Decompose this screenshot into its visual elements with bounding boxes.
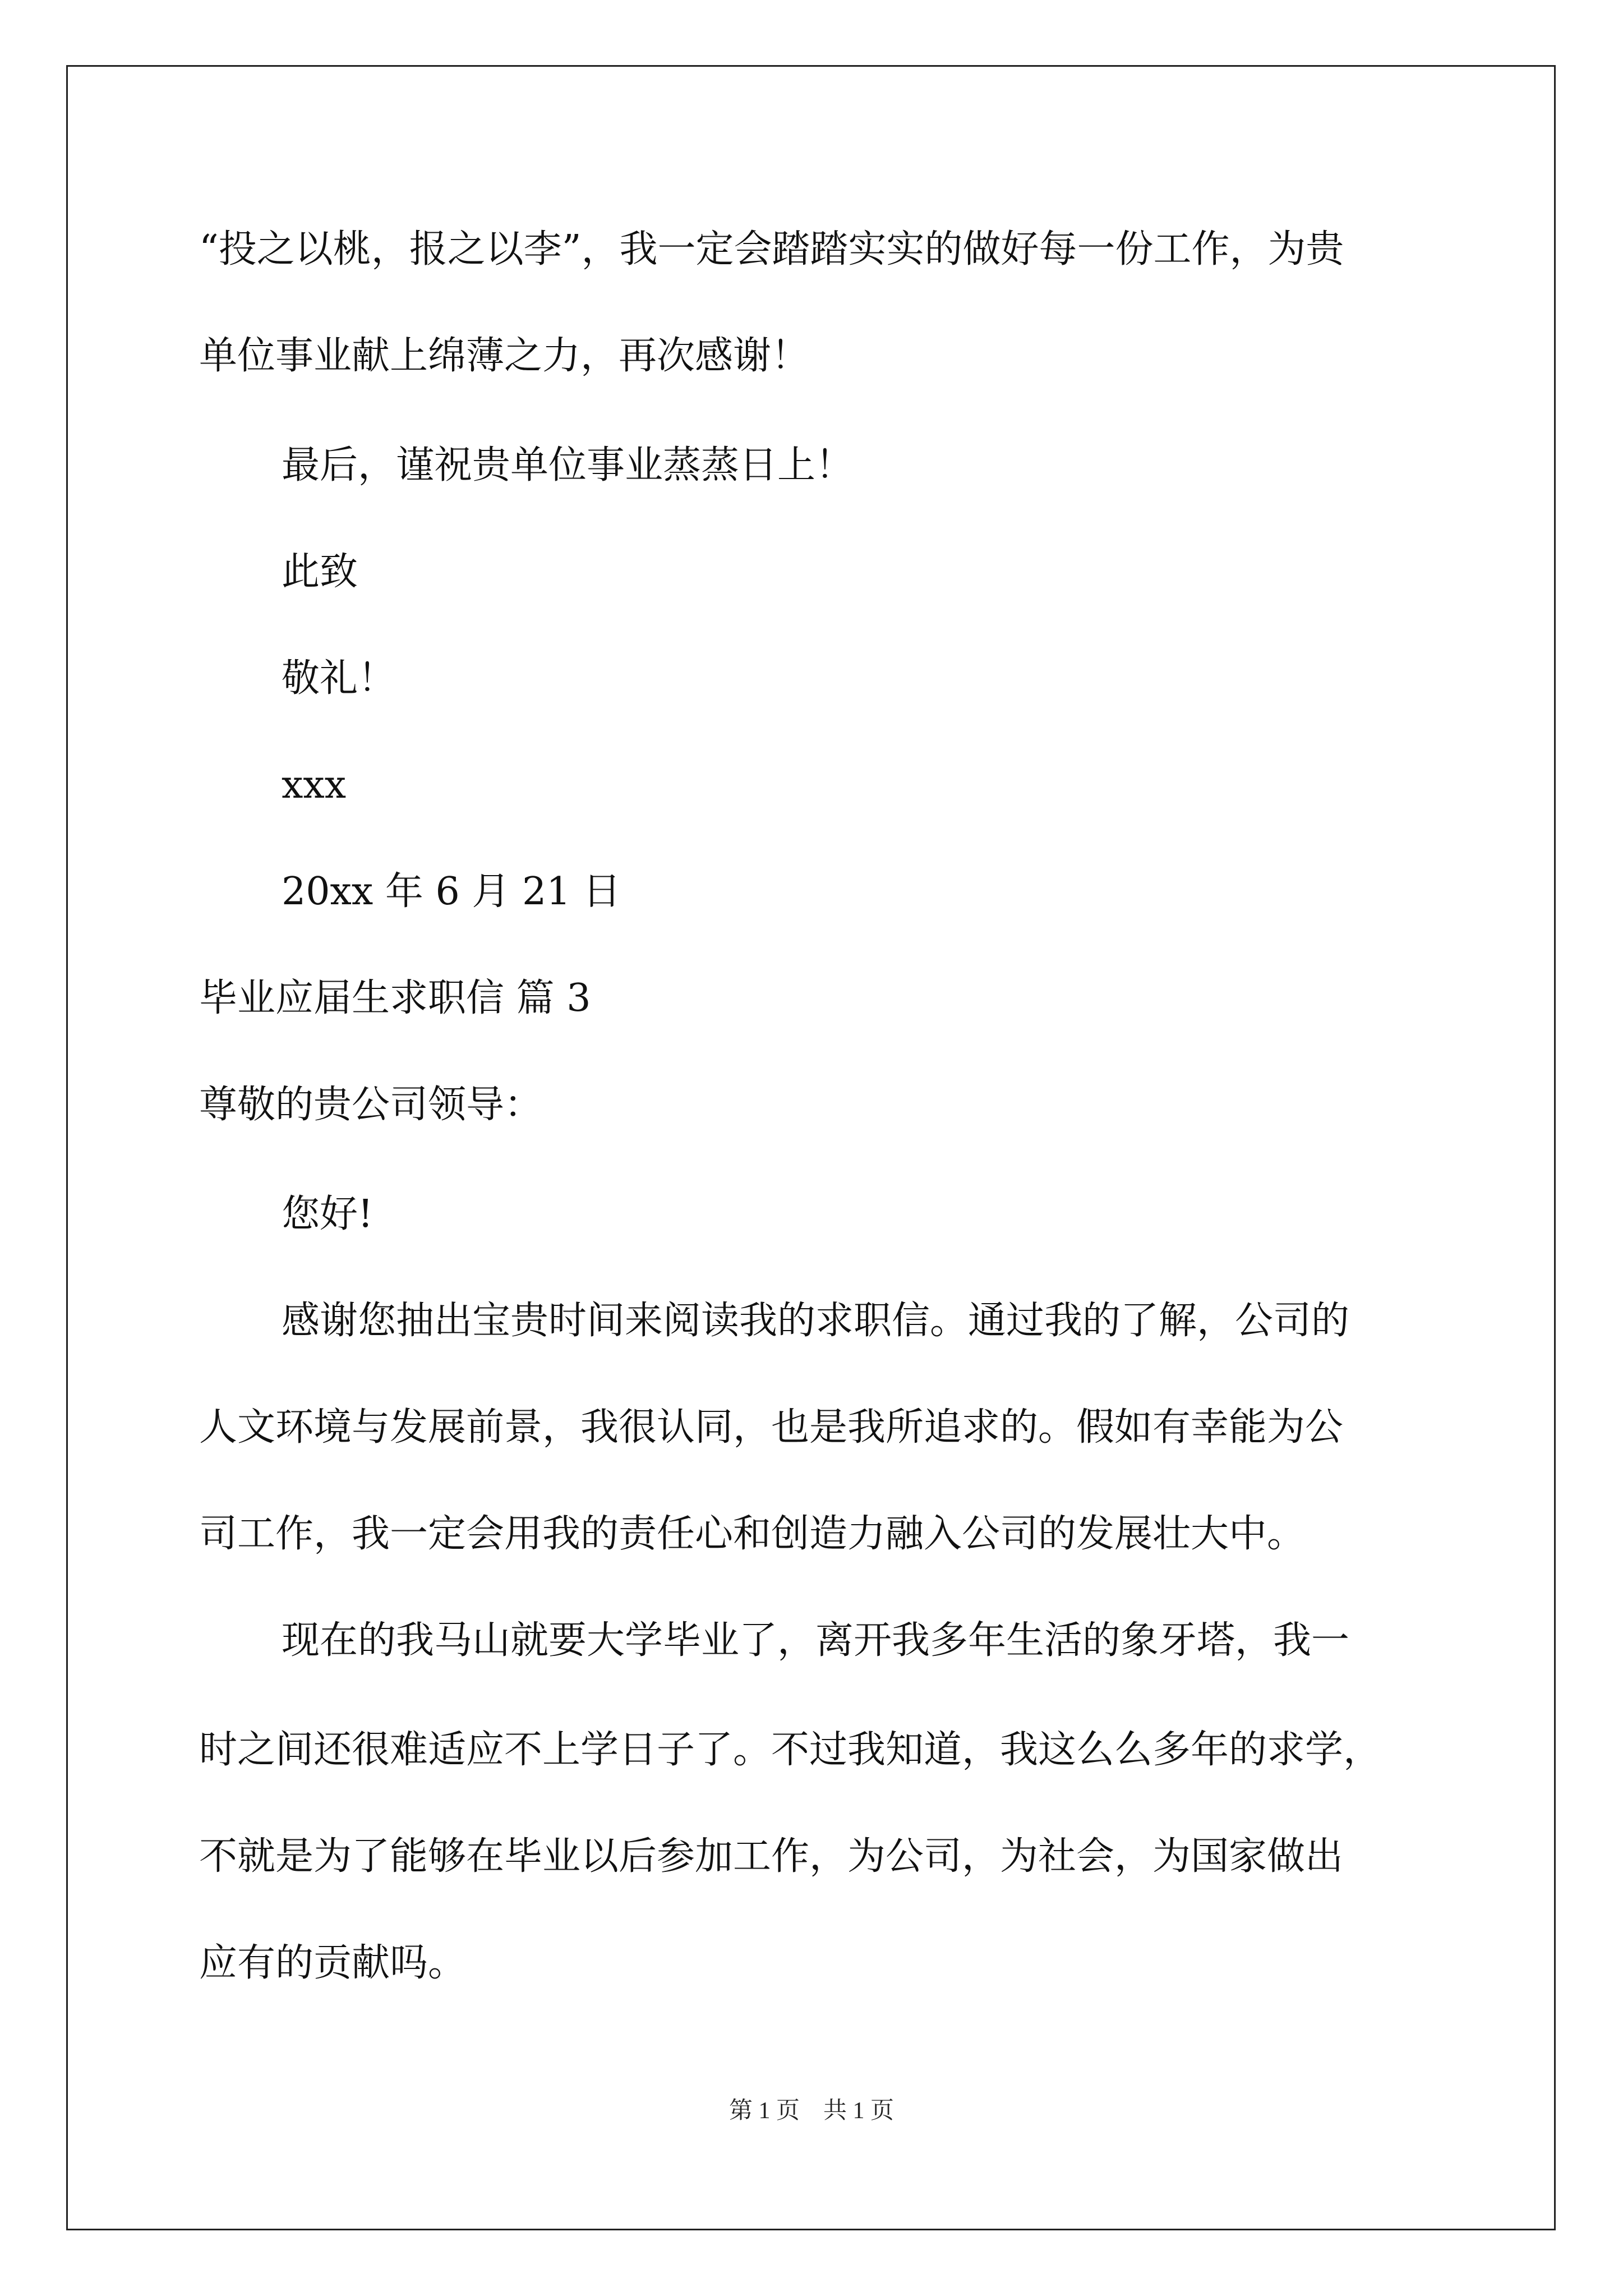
closing-wish: 最后，谨祝贵单位事业蒸蒸日上！	[282, 443, 854, 487]
paragraph-line: 单位事业献上绵薄之力，再次感谢！	[199, 334, 810, 378]
signature-date: 20xx 年 6 月 21 日	[282, 869, 621, 914]
section-heading: 毕业应届生求职信 篇 3	[199, 976, 591, 1020]
letter-greeting: 尊敬的贵公司领导：	[199, 1083, 543, 1127]
page-footer: 第 1 页 共 1 页	[728, 2098, 894, 2124]
page-border	[66, 65, 1556, 2230]
paragraph-line: “投之以桃，报之以李”，我一定会踏踏实实的做好每一份工作，为贵	[199, 227, 1344, 272]
signature-name: xxx	[282, 763, 347, 807]
paragraph-line: 不就是为了能够在毕业以后参加工作，为公司，为社会，为国家做出	[199, 1834, 1344, 1879]
letter-hello: 您好!	[282, 1192, 374, 1236]
paragraph-line: 感谢您抽出宝贵时间来阅读我的求职信。通过我的了解，公司的	[282, 1299, 1350, 1343]
paragraph-line: 人文环境与发展前景，我很认同，也是我所追求的。假如有幸能为公	[199, 1405, 1344, 1450]
salutation-ci-zhi: 此致	[282, 550, 358, 594]
paragraph-line: 应有的贡献吗。	[199, 1941, 467, 1985]
salutation-jing-li: 敬礼！	[282, 656, 396, 701]
paragraph-line: 时之间还很难适应不上学日子了。不过我知道，我这么么多年的求学，	[199, 1728, 1382, 1772]
paragraph-line: 司工作，我一定会用我的责任心和创造力融入公司的发展壮大中。	[199, 1512, 1306, 1556]
paragraph-line: 现在的我马山就要大学毕业了，离开我多年生活的象牙塔，我一	[282, 1618, 1350, 1663]
